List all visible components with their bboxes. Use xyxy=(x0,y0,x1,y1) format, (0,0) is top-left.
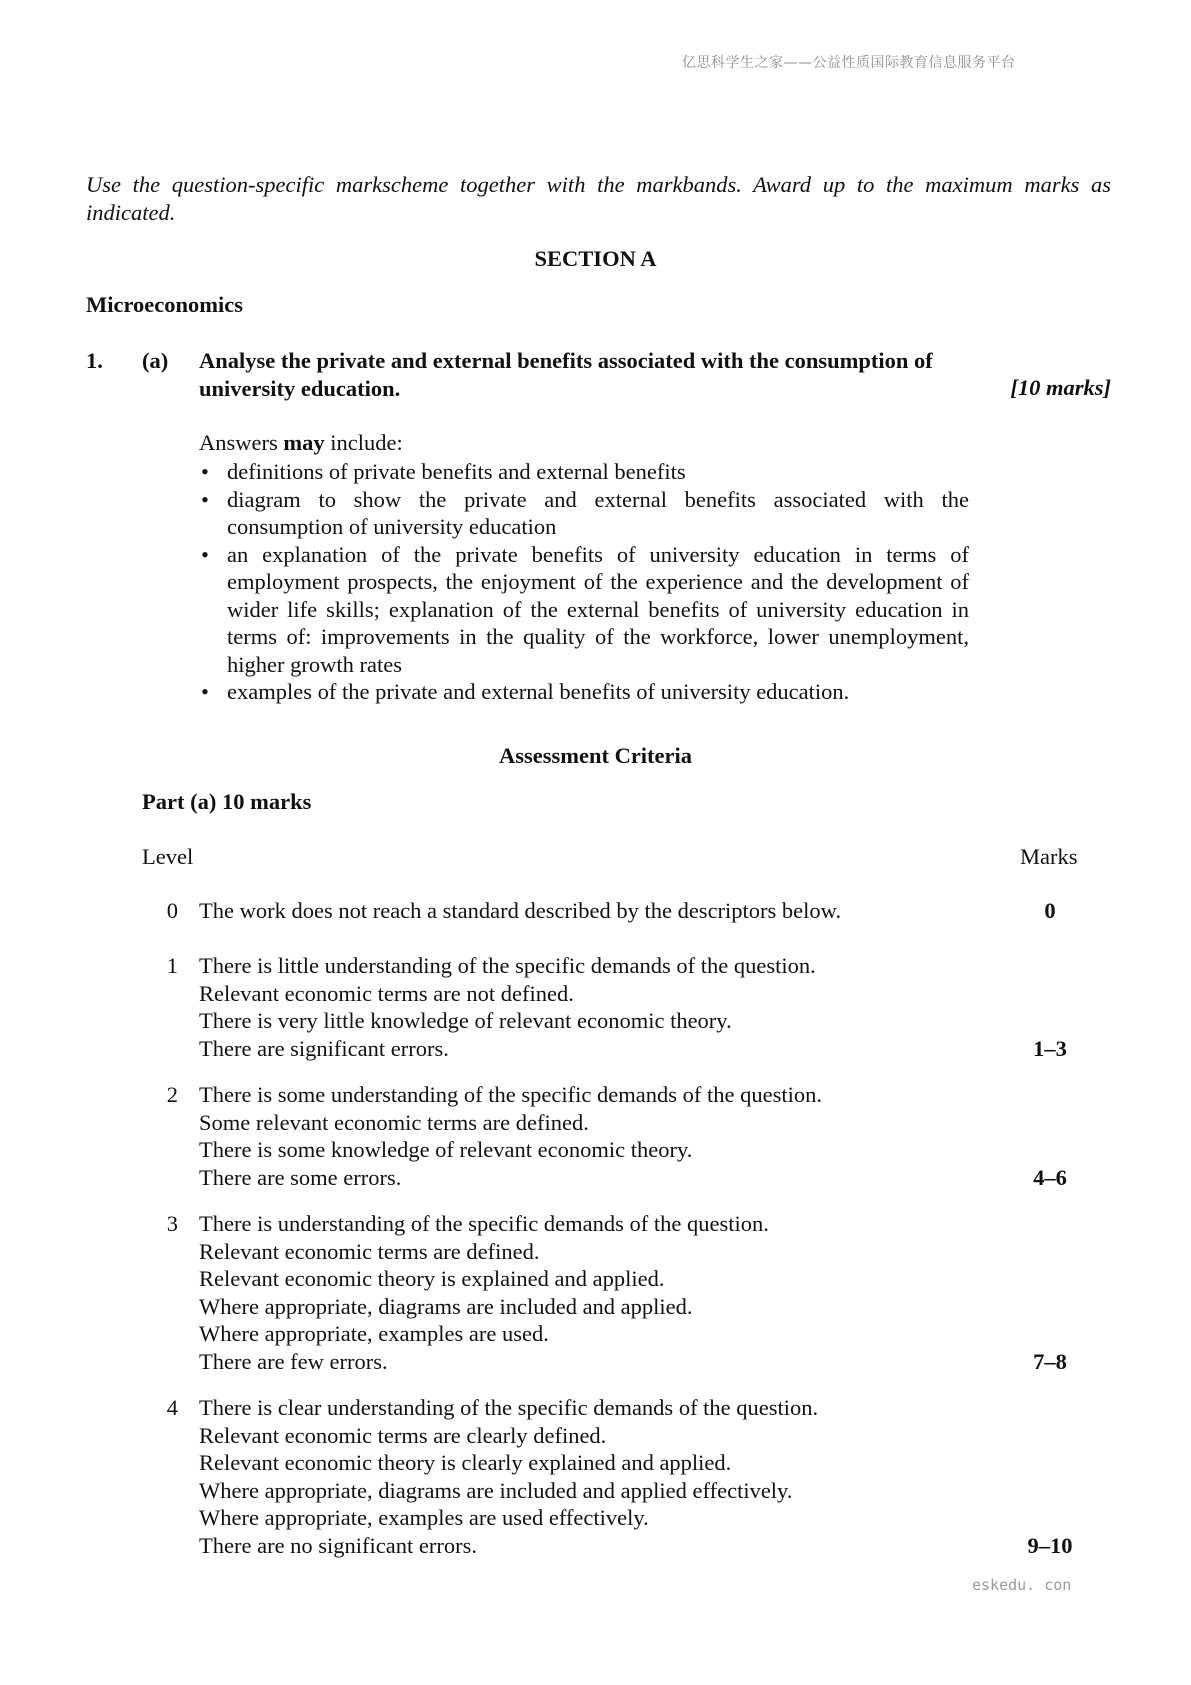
level-marks: 0 xyxy=(1044,898,1056,923)
answer-bullet: • examples of the private and external benefits of university education. xyxy=(199,678,969,706)
section-title: SECTION A xyxy=(534,246,657,271)
answers-intro-emphasis: may xyxy=(283,430,325,455)
answer-bullet: • definitions of private benefits and external benefits xyxy=(199,458,969,486)
intro-instructions: Use the question-specific markscheme together with the markbands. Award up to the maximum marks as indicated. xyxy=(86,172,1111,225)
descriptor-line: Relevant economic terms are clearly defined. xyxy=(199,1422,607,1448)
level-descriptor xyxy=(199,952,959,1062)
answer-bullet: • an explanation of the private benefits of university education in terms of employment prospects, the enjoyment of the experience and the development of wider life skills; explanation of the external benefits of university education in terms of: improvements in the quality of the workforce, lower unemployment, higher growth rates xyxy=(199,541,969,679)
level-number: 0 xyxy=(166,898,178,923)
answers-intro xyxy=(199,429,403,457)
marks-column-header: Marks xyxy=(1020,844,1078,869)
descriptor-line: There is some knowledge of relevant economic theory. xyxy=(199,1137,693,1162)
descriptor-line: There is understanding of the specific demands of the question. xyxy=(199,1211,769,1236)
answer-bullet-list xyxy=(199,458,969,706)
part-title: Part (a) 10 marks xyxy=(142,789,312,814)
descriptor-line: Where appropriate, diagrams are included and applied effectively. xyxy=(199,1477,793,1503)
level-descriptor xyxy=(199,1081,959,1191)
descriptor-line: The work does not reach a standard described by the descriptors below. xyxy=(199,898,842,923)
descriptor-line: There are significant errors. xyxy=(199,1035,449,1061)
descriptor-line: Relevant economic theory is explained and applied. xyxy=(199,1266,665,1291)
descriptor-line: There is very little knowledge of relevant economic theory. xyxy=(199,1008,732,1033)
question-text: Analyse the private and external benefits associated with the consumption of university education. xyxy=(199,348,933,401)
descriptor-line: Where appropriate, examples are used. xyxy=(199,1321,549,1346)
level-number: 1 xyxy=(166,953,178,978)
descriptor-line: There is little understanding of the specific demands of the question. xyxy=(199,953,816,978)
question-number: 1. xyxy=(86,348,103,373)
level-descriptor xyxy=(199,1210,959,1375)
answers-intro-prefix: Answers xyxy=(199,430,284,455)
descriptor-line: Relevant economic terms are defined. xyxy=(199,1238,540,1264)
watermark-header: 亿思科学生之家——公益性质国际教育信息服务平台 xyxy=(682,55,1016,71)
descriptor-line: Where appropriate, diagrams are included and applied. xyxy=(199,1293,693,1319)
level-marks: 7–8 xyxy=(1033,1349,1067,1374)
descriptor-line: Some relevant economic terms are defined. xyxy=(199,1109,589,1135)
level-number: 4 xyxy=(166,1395,178,1420)
descriptor-line: There is some understanding of the specific demands of the question. xyxy=(199,1082,822,1107)
level-descriptor xyxy=(199,897,959,925)
descriptor-line: Relevant economic theory is clearly explained and applied. xyxy=(199,1450,732,1475)
descriptor-line: There is clear understanding of the specific demands of the question. xyxy=(199,1395,819,1420)
subsection-title: Microeconomics xyxy=(86,292,244,317)
level-column-header: Level xyxy=(142,844,194,869)
descriptor-line: Relevant economic terms are not defined. xyxy=(199,980,574,1006)
level-marks: 9–10 xyxy=(1027,1533,1073,1558)
answer-bullet: • diagram to show the private and external benefits associated with the consumption of university education xyxy=(199,486,969,541)
answers-intro-suffix: include: xyxy=(324,430,403,455)
descriptor-line: There are few errors. xyxy=(199,1348,388,1374)
descriptor-line: There are some errors. xyxy=(199,1164,402,1190)
watermark-footer: eskedu. con xyxy=(972,1576,1072,1594)
level-marks: 4–6 xyxy=(1033,1165,1067,1190)
descriptor-line: There are no significant errors. xyxy=(199,1532,477,1558)
descriptor-line: Where appropriate, examples are used effectively. xyxy=(199,1505,649,1530)
question-marks: [10 marks] xyxy=(1010,375,1111,400)
level-number: 2 xyxy=(166,1082,178,1107)
assessment-criteria-title: Assessment Criteria xyxy=(498,743,693,768)
level-number: 3 xyxy=(166,1211,178,1236)
level-marks: 1–3 xyxy=(1033,1036,1067,1061)
question-part: (a) xyxy=(142,348,169,373)
level-descriptor xyxy=(199,1394,959,1559)
